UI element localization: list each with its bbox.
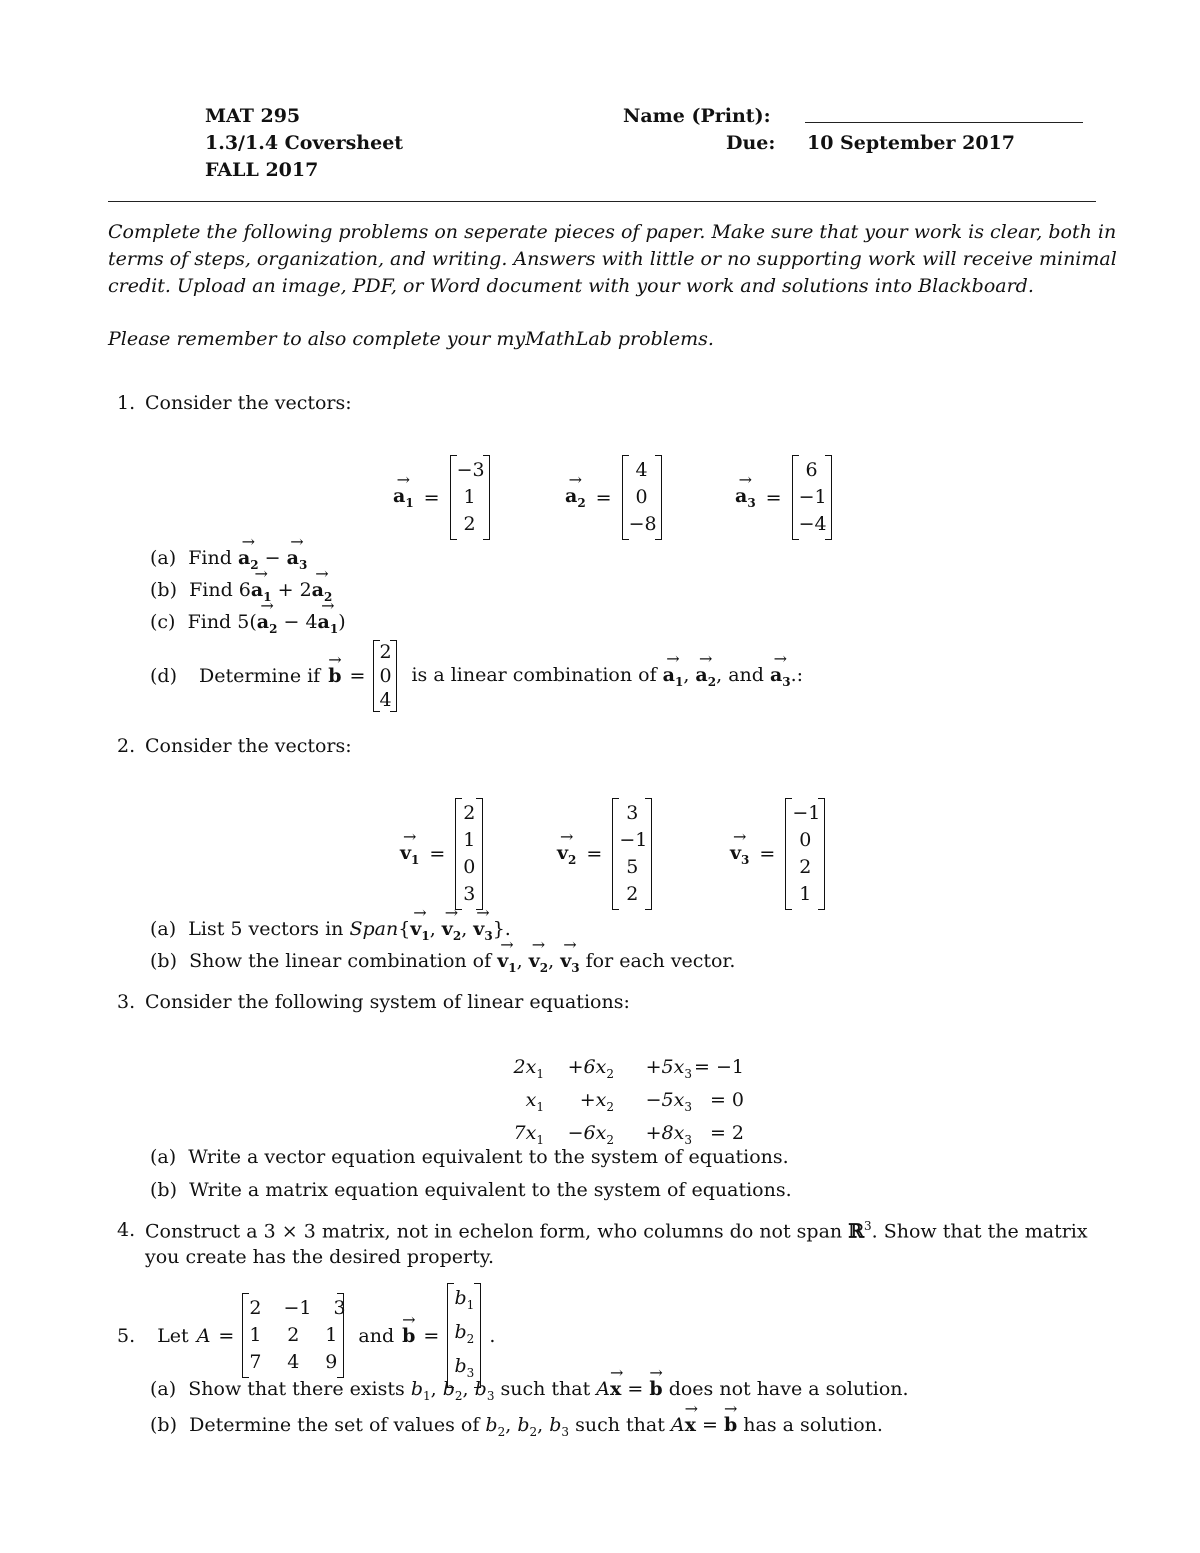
- reminder: Please remember to also complete your myMathLab problems.: [108, 328, 714, 350]
- p5a: (a) Show that there exists $b_1$, $b_2$, $b_3$ such that A→ x = → b does not have a solution.: [150, 1378, 909, 1403]
- sheet-title: 1.3/1.4 Coversheet: [205, 132, 404, 154]
- p5-statement: 5. Let A = 2 −1 3 1 2 1 7 4 9 and → b = $b_1$ $b_2$ $b_3$ .: [117, 1283, 495, 1388]
- vector-v2: → $v_2$ = 3 −1 5 2: [557, 798, 652, 910]
- p4-line2: you create has the desired property.: [145, 1246, 494, 1268]
- due-date: 10 September 2017: [807, 132, 1015, 154]
- term: FALL 2017: [205, 159, 319, 181]
- course-code: MAT 295: [205, 105, 301, 127]
- p4-number: 4.: [117, 1219, 136, 1241]
- p1c: (c) Find $5(\to a_2 - 4\to a_1)$: [150, 611, 346, 636]
- divider: [108, 201, 1096, 202]
- p2b: (b) Show the linear combination of → $v_1$, → $v_2$, → $v_3$ for each vector.: [150, 950, 735, 975]
- vector-a2: → $a_2$ = 4 0 −8: [565, 455, 662, 540]
- p1-intro: Consider the vectors:: [145, 392, 352, 414]
- instructions-line3: credit. Upload an image, PDF, or Word document with your work and solutions into Blackboard.: [108, 275, 1034, 297]
- p1a: (a) Find → $a_2$ − → $a_3$: [150, 547, 307, 572]
- p4-line1: Construct a 3 × 3 matrix, not in echelon form, who columns do not span ℝ$^3$. Show that the matrix: [145, 1219, 1088, 1243]
- p5b: (b) Determine the set of values of $b_2$, $b_2$, $b_3$ such that A→ x = → b has a solution.: [150, 1414, 883, 1439]
- vector-v3: → $v_3$ = −1 0 2 1: [730, 798, 825, 910]
- p2a: (a) List 5 vectors in Span{→ $v_1$, → $v_2$, → $v_3$}.: [150, 918, 511, 943]
- vector-a1: → $a_1$ = −3 1 2: [393, 455, 490, 540]
- p2-intro: Consider the vectors:: [145, 735, 352, 757]
- p3-intro: Consider the following system of linear equations:: [145, 991, 630, 1013]
- p3-number: 3.: [117, 991, 136, 1013]
- vector-v1: → $v_1$ = 2 1 0 3: [400, 798, 483, 910]
- linear-system: $2x_1$ $+6x_2$ $+5x_3$ = −1 $x_1$ $+x_2$ $-5x_3$ = 0 $7x_1$ $-6x_2$ $+8x_3$ = 2: [513, 1056, 744, 1147]
- name-label: Name (Print):: [623, 105, 771, 127]
- instructions-line2: terms of steps, organization, and writing. Answers with little or no supporting work will receive minimal: [108, 248, 1117, 270]
- name-line[interactable]: [805, 122, 1083, 123]
- due-label: Due:: [726, 132, 776, 154]
- p3b: (b) Write a matrix equation equivalent to the system of equations.: [150, 1179, 792, 1201]
- instructions-line1: Complete the following problems on seperate pieces of paper. Make sure that your work is clear, both in: [108, 221, 1117, 243]
- p1b: (b) Find $6\to a_1 + 2\to a_2$: [150, 579, 332, 604]
- p1-number: 1.: [117, 392, 136, 414]
- p2-number: 2.: [117, 735, 136, 757]
- p3a: (a) Write a vector equation equivalent to the system of equations.: [150, 1146, 789, 1168]
- p1d: (d) Determine if → b = 2 0 4 is a linear combination of → $a_1$, → $a_2$, and → $a_3$.:: [150, 640, 803, 712]
- vector-a3: → $a_3$ = 6 −1 −4: [735, 455, 832, 540]
